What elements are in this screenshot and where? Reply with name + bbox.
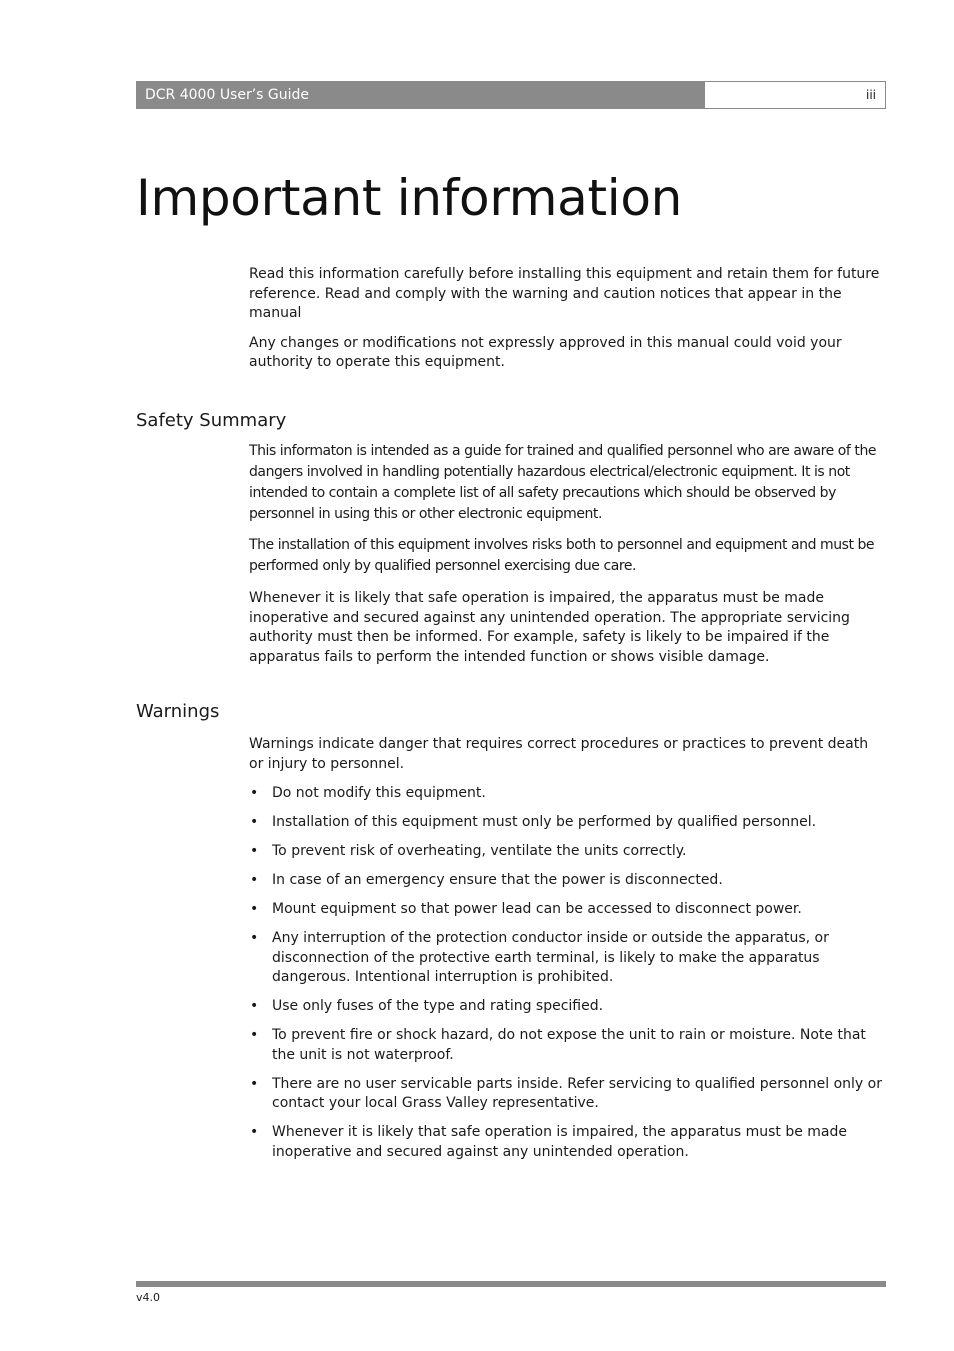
bullet-icon: • <box>250 843 259 859</box>
bullet-icon: • <box>250 872 259 888</box>
footer-rule <box>136 1281 886 1287</box>
warning-text: To prevent fire or shock hazard, do not expose the unit to rain or moisture. Note that the unit is not waterproof. <box>272 1027 866 1063</box>
safety-paragraph: Whenever it is likely that safe operation is impaired, the apparatus must be made inoperative and secured against any unintended operation. The appropriate servicing authority must then be informed. For example, safety is likely to be impaired if the apparatus fails to perform the intended function or shows visible damage. <box>249 590 850 665</box>
page-title: Important information <box>136 169 683 227</box>
warning-item <box>249 1026 885 1065</box>
running-header <box>136 81 886 109</box>
warning-text: Any interruption of the protection conductor inside or outside the apparatus, or disconnection of the protective earth terminal, is likely to make the apparatus dangerous. Intentional interruption is prohibited. <box>272 930 829 985</box>
warning-item <box>249 842 885 862</box>
warning-item <box>249 871 885 891</box>
bullet-icon: • <box>250 930 259 946</box>
warning-item <box>249 997 885 1017</box>
bullet-icon: • <box>250 1124 259 1140</box>
safety-paragraph: This informaton is intended as a guide for trained and qualified personnel who are aware of the dangers involved in handling potentially hazardous electrical/electronic equipment. It is not intended to contain a complete list of all safety precautions which should be observed by personnel in using this or other electronic equipment. <box>249 443 877 522</box>
footer-version: v4.0 <box>136 1291 161 1304</box>
warning-text: To prevent risk of overheating, ventilate the units correctly. <box>272 843 687 859</box>
warning-item <box>249 1075 885 1114</box>
warning-text: Installation of this equipment must only be performed by qualified personnel. <box>272 814 817 830</box>
bullet-icon: • <box>250 814 259 830</box>
bullet-icon: • <box>250 785 259 801</box>
warnings-list <box>249 784 885 1162</box>
intro-paragraph: Read this information carefully before installing this equipment and retain them for future reference. Read and comply with the warning and caution notices that appear in the manual <box>249 266 880 321</box>
safety-summary-body <box>249 441 885 677</box>
warning-text: There are no user servicable parts inside. Refer servicing to qualified personnel only or contact your local Grass Valley representative. <box>272 1075 882 1111</box>
warning-item <box>249 929 885 988</box>
header-doc-title: DCR 4000 User’s Guide <box>136 81 704 109</box>
bullet-icon: • <box>250 998 259 1014</box>
safety-paragraph: The installation of this equipment involves risks both to personnel and equipment and must be performed only by qualified personnel exercising due care. <box>249 537 875 574</box>
warning-item <box>249 784 885 804</box>
bullet-icon: • <box>250 1027 259 1043</box>
warning-text: In case of an emergency ensure that the power is disconnected. <box>272 872 723 888</box>
warning-item <box>249 813 885 833</box>
warning-text: Whenever it is likely that safe operation is impaired, the apparatus must be made inoperative and secured against any unintended operation. <box>272 1124 847 1160</box>
intro-paragraph: Any changes or modifications not expressly approved in this manual could void your authority to operate this equipment. <box>249 334 842 370</box>
warnings-intro: Warnings indicate danger that requires correct procedures or practices to prevent death or injury to personnel. <box>249 736 869 772</box>
warning-item <box>249 900 885 920</box>
header-page-number: iii <box>704 81 886 109</box>
warning-text: Mount equipment so that power lead can be accessed to disconnect power. <box>272 901 802 917</box>
bullet-icon: • <box>250 1075 259 1092</box>
warning-text: Use only fuses of the type and rating specified. <box>272 998 604 1014</box>
bullet-icon: • <box>250 901 259 917</box>
warning-item <box>249 1123 885 1162</box>
warning-text: Do not modify this equipment. <box>272 785 486 801</box>
warnings-heading: Warnings <box>136 701 220 722</box>
intro-section <box>249 265 885 383</box>
warnings-body <box>249 735 885 1172</box>
safety-summary-heading: Safety Summary <box>136 410 287 431</box>
